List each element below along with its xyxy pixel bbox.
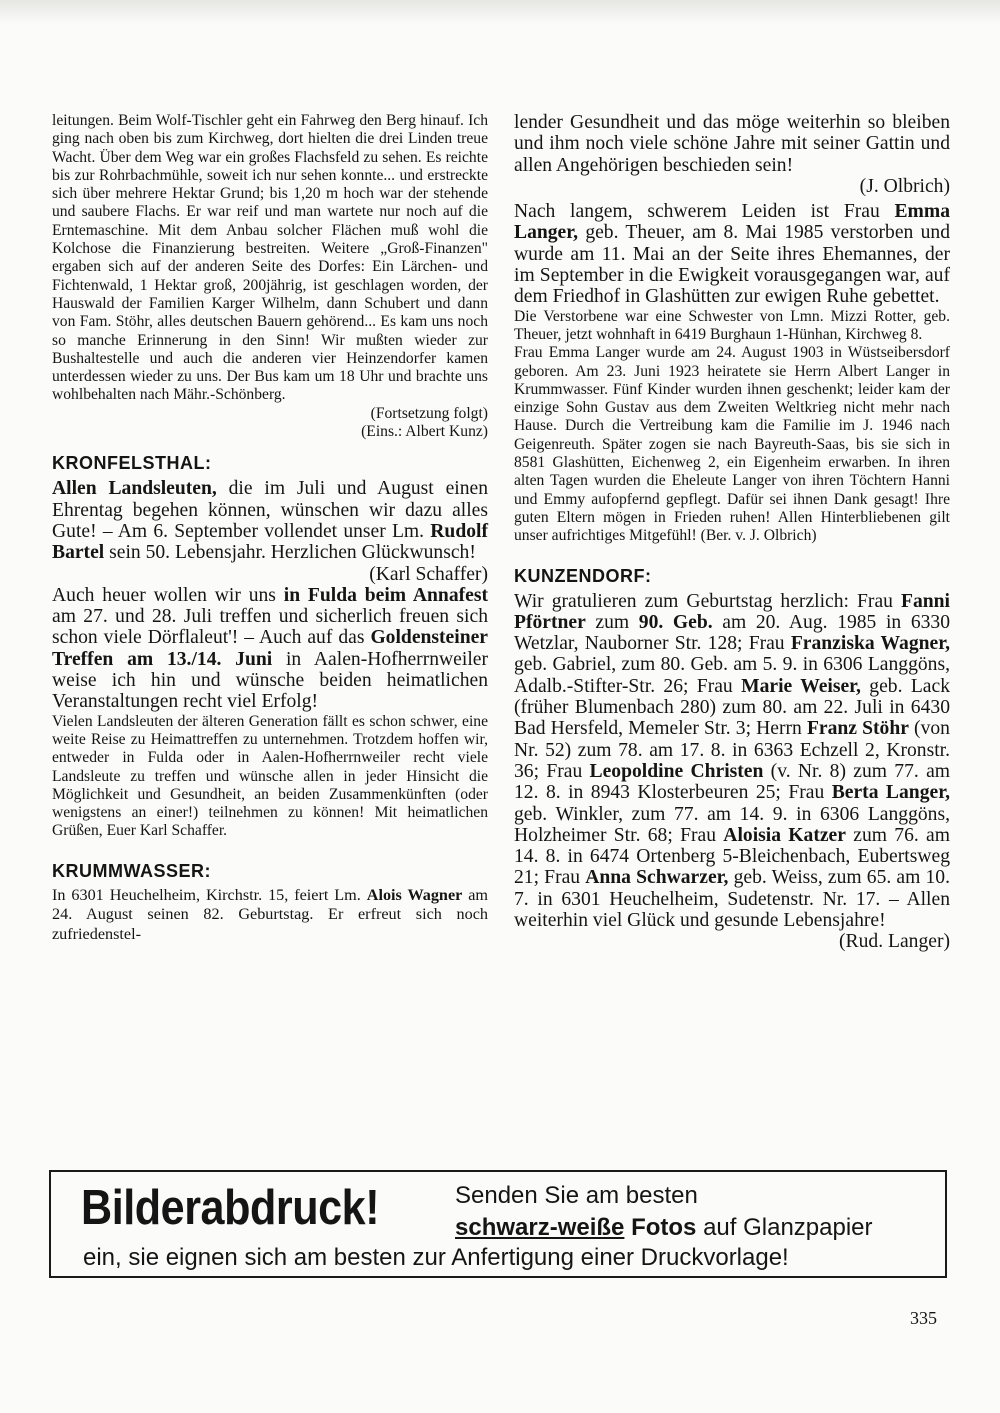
right-column [514,112,950,953]
paragraph-verstorbene: Die Verstorbene war eine Schwester von Lmn. Mizzi Rotter, geb. Theuer, jetzt wohnhaft in 6419 Burghaun 1-Hünhan, Kirchweg 8. [514,307,950,343]
bold-text: in Fulda beim Annafest [283,584,488,606]
bold-text: Goldensteiner Treffen am 13./14. Juni [52,627,488,670]
ad-line-2 [455,1214,873,1242]
heading-krummwasser: KRUMMWASSER: [52,860,211,881]
text-run: in Aalen-Hofherrnweiler weise ich hin und wünsche beiden heimatlichen Veranstaltungen recht viel Erfolg! [52,648,488,713]
ad-text-run: auf Glanzpapier [696,1214,873,1241]
text-run: (von Nr. 52) zum 78. am 17. 8. in 6363 Echzell 2, Kronstr. 36; Frau [514,718,950,782]
ad-headline: Bilderabdruck! [81,1181,380,1235]
paragraph-krummwasser [52,886,488,945]
signature-j-olbrich: (J. Olbrich) [859,175,950,197]
left-column [52,112,488,944]
text-run: am 24. August seinen 82. Geburtstag. Er erfreut sich noch zufriedenstel- [52,885,489,943]
paragraph-kronfelsthal-3: Vielen Landsleuten der älteren Generation fällt es schon schwer, eine weite Reise zu Heimattreffen zu unternehmen. Trotzdem hoffen wir, entweder in Fulda oder in Aalen-Hofherrnweiler recht viele Landsleute zu treffen und wünsche allen in jeder Hinsicht die Möglichkeit und Gesundheit, an beiden Zusammenkünften (oder wenigstens an einer!) teilnehmen zu können! Mit heimatlichen Grüßen, Euer Karl Schaffer. [52,712,488,840]
text-run: Nach langem, schwerem Leiden ist Frau [514,201,895,223]
bold-text: Alois Wagner [366,885,463,904]
paragraph-kronfelsthal-2 [52,585,488,713]
text-run: die im Juli und August einen Ehrentag begehen können, wünschen wir dazu alles Gute! – Am 6. September vollendet unser Lm. [52,478,488,542]
bold-text: Franz Stöhr [806,718,909,740]
heading-kunzendorf: KUNZENDORF: [514,565,652,586]
text-run: (v. Nr. 8) zum 77. am 12. 8. in 8943 Klosterbeuren 25; Frau [514,760,951,804]
bold-text: Leopoldine Christen [589,760,764,782]
text-run: Auch heuer wollen wir uns [52,584,284,606]
scan-edge [0,0,1000,24]
paragraph-olbrich: lender Gesundheit und das möge weiterhin so bleiben und ihm noch viele schöne Jahre mit seiner Gattin und allen Angehörigen beschieden sein! [514,112,950,176]
signature-fortsetzung: (Fortsetzung folgt) [370,404,488,422]
ad-line-1: Senden Sie am besten [455,1182,698,1209]
signature-karl-schaffer: (Karl Schaffer) [369,563,488,585]
text-run: zum [585,611,639,633]
paragraph-kunzendorf [514,591,950,932]
ad-underlined-text: schwarz-weiße [455,1214,625,1241]
advertisement-box [49,1170,947,1278]
bold-text: Emma Langer, [514,201,950,244]
text-run: geb. Winkler, zum 77. am 14. 9. in 6306 Langgöns, Holzheimer Str. 68; Frau [514,803,950,846]
text-run: geb. Theuer, am 8. Mai 1985 verstorben und wurde am 11. Mai an der Seite ihres Ehemannes, der im September in die Ewigkeit vorausgegangen war, auf dem Friedhof in Glashütten zur ewigen Ruhe gebettet. [514,222,950,308]
ad-bold-text: Fotos [631,1214,697,1241]
bold-text: Allen Landsleuten, [52,478,217,500]
bold-text: Rudolf Bartel [52,520,488,564]
bold-text: Aloisia Katzer [723,824,846,846]
paragraph-lebenslauf: Frau Emma Langer wurde am 24. August 1903 in Wüstseibersdorf geboren. Am 23. Juni 1923 heiratete sie Herrn Albert Langer in Krummwasser. Fünf Kinder wurden ihnen geschenkt; leider kam der einzige Sohn Gustav aus dem Zweiten Weltkrieg nicht mehr nach Hause. Durch die Vertreibung kam die Familie im J. 1946 nach Geigenreuth. Später zogen sie nach Bayreuth-Saas, bis sie sich in 8581 Glashütten, Eichenweg 2, ein Eigenheim erwarben. In ihren alten Tagen wurden die Eheleute Langer von ihren Töchtern Hanni und Emmy aufopfernd gepflegt. Dafür sei ihnen Dank gesagt! Ihre guten Eltern mögen in Frieden ruhen! Allen Hinterbliebenen gilt unser aufrichtiges Mitgefühl! (Ber. v. J. Olbrich) [514,344,950,545]
signature-rud-langer: (Rud. Langer) [839,931,950,953]
bold-text: Anna Schwarzer, [585,867,729,889]
text-run: zum 76. am 14. 8. in 6474 Ortenberg 5-Bleichenbach, Eubertsweg 21; Frau [514,824,950,889]
text-run: geb. Weiss, zum 65. am 10. 7. in 6301 Heuchelheim, Sudetenstr. Nr. 17. – Allen weiterhin viel Glück und gesunde Lebensjahre! [514,867,950,931]
text-run: sein 50. Lebensjahr. Herzlichen Glückwunsch! [104,542,476,564]
text-run: geb. Lack (früher Blumenbach 280) zum 80. am 22. Juli in 6430 Bad Hersfeld, Memeler Str. 3; Herrn [514,675,950,740]
bold-text: 90. Geb. [638,611,713,633]
heading-kronfelsthal: KRONFELSTHAL: [52,453,212,474]
paragraph-flachsfeld: leitungen. Beim Wolf-Tischler geht ein Fahrweg den Berg hinauf. Ich ging nach oben bis zum Kirchweg, dort hielten die drei Linden treue Wacht. Über dem Weg war ein großes Flachsfeld zu sehen. Es reichte bis zur Rohrbachmühle, soweit ich nur sehen konnte... und erstreckte sich über mehrere Hektar Grund; bis 1,20 m hoch war der stehende und saubere Flachs. Er war reif und man wartete nur noch auf die Erntemaschine. Mit dem Anbau solcher Flächen muß wohl die Kolchose die Finanzierung bestreiten. Weitere „Groß-Finanzen" ergaben sich auf der anderen Seite des Dorfes: Ein Lärchen- und Fichtenwald, 1 Hektar groß, 200jährig, ist geschlagen worden, der Hauswald der Familien Karger Wilhelm, dann Schubert und dann von Fam. Stöhr, alles deutschen Bauern gehörend... Es kam uns noch so manche Erinnerung in den Sinn! Wir mußten wieder zur Bushaltestelle und auch die anderen vier Heinzendorfer kamen unterdessen wieder zu uns. Der Bus kam um 18 Uhr und brachte uns wohlbehalten nach Mähr.-Schönberg. [52,112,488,404]
bold-text: Franziska Wagner, [790,633,951,655]
paragraph-emma-langer [514,201,950,307]
text-run: In 6301 Heuchelheim, Kirchstr. 15, feiert Lm. [52,885,367,904]
signature-albert-kunz: (Eins.: Albert Kunz) [361,423,488,441]
bold-text: Marie Weiser, [741,675,861,697]
text-run: Wir gratulieren zum Geburtstag herzlich: Frau [514,590,901,612]
page-number: 335 [910,1308,937,1328]
text-run: geb. Gabriel, zum 80. Geb. am 5. 9. in 6306 Langgöns, Adalb.-Stifter-Str. 26; Frau [514,654,950,697]
bold-text: Berta Langer, [831,782,950,804]
paragraph-kronfelsthal-1 [52,478,488,563]
text-run: am 27. und 28. Juli treffen und sicherlich freuen sich schon viele Dörflaleut'! – Auch auf das [52,606,488,649]
text-run: am 20. Aug. 1985 in 6330 Wetzlar, Nauborner Str. 128; Frau [514,611,951,655]
ad-line-3: ein, sie eignen sich am besten zur Anfertigung einer Druckvorlage! [83,1244,789,1271]
bold-text: Fanni Pförtner [514,590,950,633]
